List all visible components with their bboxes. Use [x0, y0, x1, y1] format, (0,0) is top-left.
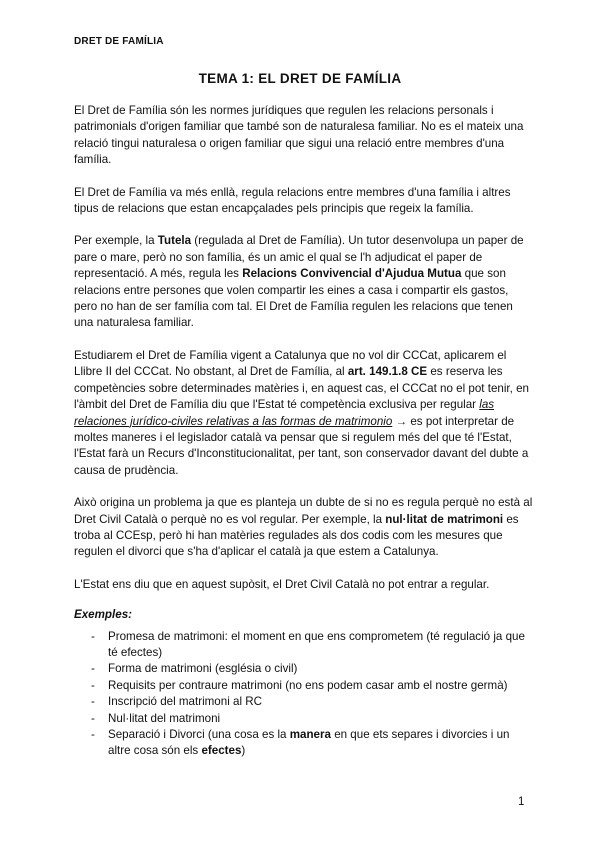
examples-list [74, 629, 534, 760]
text: es troba al CCEsp, però hi han matèries regulades als dos codis com les mesures que regulen el divorci que s'ha d'aplicar el català ja que estem a Catalunya. [74, 512, 519, 559]
term-article: art. 149.1.8 CE [347, 365, 428, 379]
text: Per exemple, la [74, 234, 158, 248]
quoted-norm: las relaciones jurídico-civiles relativas a las formas de matrimonio [74, 398, 495, 428]
examples-heading: Exemples: [74, 608, 132, 622]
page-title: TEMA 1: EL DRET DE FAMÍLIA [198, 71, 402, 86]
text: Separació i Divorci (una cosa es la [108, 728, 290, 741]
text: que son relacions entre persones que volen compartir les eines a casa i compartir els gastos, pero no han de ser família com tal. El Dret de Família regulen les relacions que tenen una naturalesa familiar. [74, 267, 513, 330]
paragraph-definition: El Dret de Família són les normes jurídiques que regulen les relacions personals i patrimonials d'origen familiar que també son de naturalesa familiar. No es el mateix una relació tingui naturalesa o origen familiar que sigui una relació entre membres d'una família. [74, 104, 524, 167]
text: es reserva les competències sobre determinades matèries i, en aquest cas, el CCCat no el pot tenir, en l'àmbit del Dret de Família diu que l'Estat té competència exclusiva per regular [74, 365, 529, 412]
text: Estudiarem el Dret de Família vigent a Catalunya que no vol dir CCCat, aplicarem el Llibre II del CCCat. No obstant, al Dret de Família, al [74, 348, 507, 379]
list-item: - Forma de matrimoni (església o civil) [74, 661, 534, 677]
list-item [74, 727, 534, 760]
running-header: DRET DE FAMÍLIA [74, 36, 164, 47]
term-efectes: efectes [201, 744, 242, 758]
text: → es pot interpretar de moltes maneres i el legislador català va pensar que si regulem més del que té l'Estat, l'Estat farà un Recurs d'Inconstitucionalitat, per tant, son conservador davant del dubte a causa de prudència. [74, 414, 529, 477]
page-number: 1 [518, 796, 525, 808]
term-nullitat: nul·litat de matrimoni [385, 512, 504, 526]
text: ) [241, 744, 246, 758]
paragraph-scope: El Dret de Família va més enllà, regula relacions entre membres d'una família i altres tipus de relacions que estan encapçalades pels principis que regeix la família. [74, 185, 511, 216]
paragraph-problem [74, 495, 534, 561]
paragraph-tutela [74, 233, 534, 331]
list-item: - Nul·litat del matrimoni [74, 711, 534, 727]
paragraph-state: L'Estat ens diu que en aquest supòsit, el Dret Civil Català no pot entrar a regular. [74, 577, 490, 591]
list-item: - Promesa de matrimoni: el moment en que ens comprometem (té regulació ja que té efectes) [74, 629, 534, 662]
text: (regulada al Dret de Família). Un tutor desenvolupa un paper de pare o mare, però no son família, és un amic el qual se l'h adjudicat el paper de representació. A més, regula les [74, 234, 524, 281]
list-item: - Inscripció del matrimoni al RC [74, 694, 534, 710]
term-tutela: Tutela [157, 234, 192, 248]
term-relacions-convivencial: Relacions Convivencial d'Ajudua Mutua [242, 267, 462, 281]
list-item: - Requisits per contraure matrimoni (no ens podem casar amb el nostre germà) [74, 678, 534, 694]
text: en que ets separes i divorcies i un altre cosa són els [108, 728, 510, 758]
paragraph-competencies [74, 348, 534, 479]
document-body [74, 103, 534, 760]
term-manera: manera [289, 728, 331, 741]
text: Això origina un problema ja que es planteja un dubte de si no es regula perquè no està al Dret Civil Català o perquè no es vol regular. Per exemple, la [74, 496, 533, 526]
